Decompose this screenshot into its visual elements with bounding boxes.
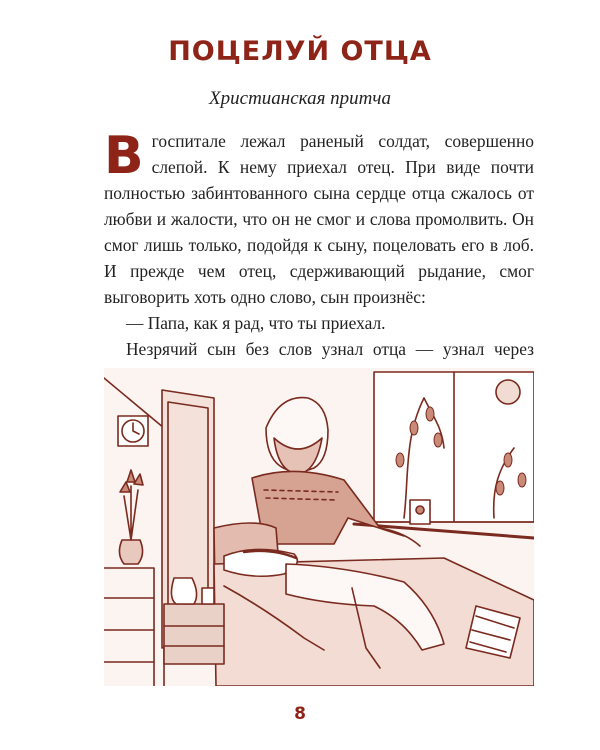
icon-frame xyxy=(410,500,430,524)
paragraph-1 xyxy=(104,128,534,310)
story-text xyxy=(104,128,534,388)
clock-icon xyxy=(118,416,148,446)
paragraph-2: Незрячий сын без слов узнал отца — узнал через xyxy=(126,339,534,359)
page-subtitle: Христианская притча xyxy=(209,88,391,109)
paragraph-1-text: госпитале лежал раненый солдат, совершенно слепой. К нему приехал отец. При виде почти полностью забинтованного сына сердце отца сжалось от любви и жалости, что он не смог и слова промолвить. Он смог лишь только, подойдя к сыну, поцеловать его в лоб. И прежде чем отец, сдерживающий рыдание, смог выговорить хоть одно слово, сын произнёс: xyxy=(104,131,534,307)
window xyxy=(374,372,534,522)
illustration-father-and-son xyxy=(104,368,534,686)
drop-cap: В xyxy=(104,126,144,186)
page-title: ПОЦЕЛУЙ ОТЦА xyxy=(168,36,432,67)
dialog-line: — Папа, как я рад, что ты приехал. xyxy=(126,313,386,333)
page-number: 8 xyxy=(294,704,306,724)
